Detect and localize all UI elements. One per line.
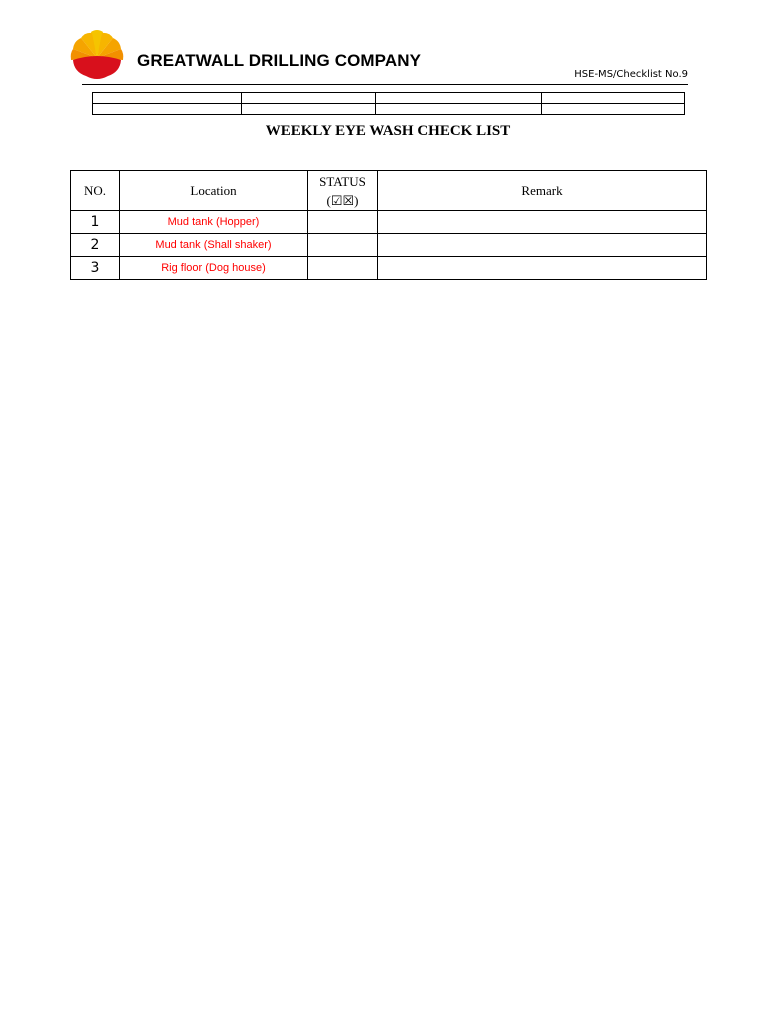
header-status-symbols: (☑☒): [326, 192, 359, 208]
company-logo: [70, 30, 124, 80]
row-number: 1: [71, 211, 120, 234]
row-status-cell[interactable]: [308, 234, 378, 257]
document-title: WEEKLY EYE WASH CHECK LIST: [265, 123, 511, 139]
row-remark-cell[interactable]: [378, 257, 707, 280]
checklist-table: [70, 170, 707, 280]
blank-info-table: [92, 92, 685, 115]
row-number: 2: [71, 234, 120, 257]
blank-cell[interactable]: [542, 104, 685, 115]
row-remark-cell[interactable]: [378, 211, 707, 234]
table-row: [71, 211, 707, 234]
table-row: [71, 234, 707, 257]
header-location: Location: [120, 171, 308, 211]
row-number: 3: [71, 257, 120, 280]
header-status: [308, 171, 378, 211]
row-status-cell[interactable]: [308, 211, 378, 234]
row-location: Mud tank (Hopper): [120, 211, 308, 234]
blank-cell[interactable]: [93, 104, 242, 115]
header-remark: Remark: [378, 171, 707, 211]
blank-info-row: [93, 93, 685, 104]
company-name: GREATWALL DRILLING COMPANY: [137, 51, 422, 70]
blank-cell[interactable]: [376, 104, 542, 115]
row-status-cell[interactable]: [308, 257, 378, 280]
logo-red-base: [73, 56, 121, 79]
table-row: [71, 257, 707, 280]
header-divider: [82, 84, 688, 85]
blank-cell[interactable]: [242, 93, 376, 104]
header-status-label: STATUS: [319, 173, 366, 189]
blank-cell[interactable]: [376, 93, 542, 104]
blank-cell[interactable]: [542, 93, 685, 104]
row-remark-cell[interactable]: [378, 234, 707, 257]
document-reference: HSE-MS/Checklist No.9: [574, 69, 688, 80]
blank-info-row: [93, 104, 685, 115]
row-location: Rig floor (Dog house): [120, 257, 308, 280]
sun-rays: [71, 30, 124, 60]
row-location: Mud tank (Shall shaker): [120, 234, 308, 257]
table-header-row: [71, 171, 707, 211]
blank-cell[interactable]: [93, 93, 242, 104]
blank-cell[interactable]: [242, 104, 376, 115]
header-no: NO.: [71, 171, 120, 211]
